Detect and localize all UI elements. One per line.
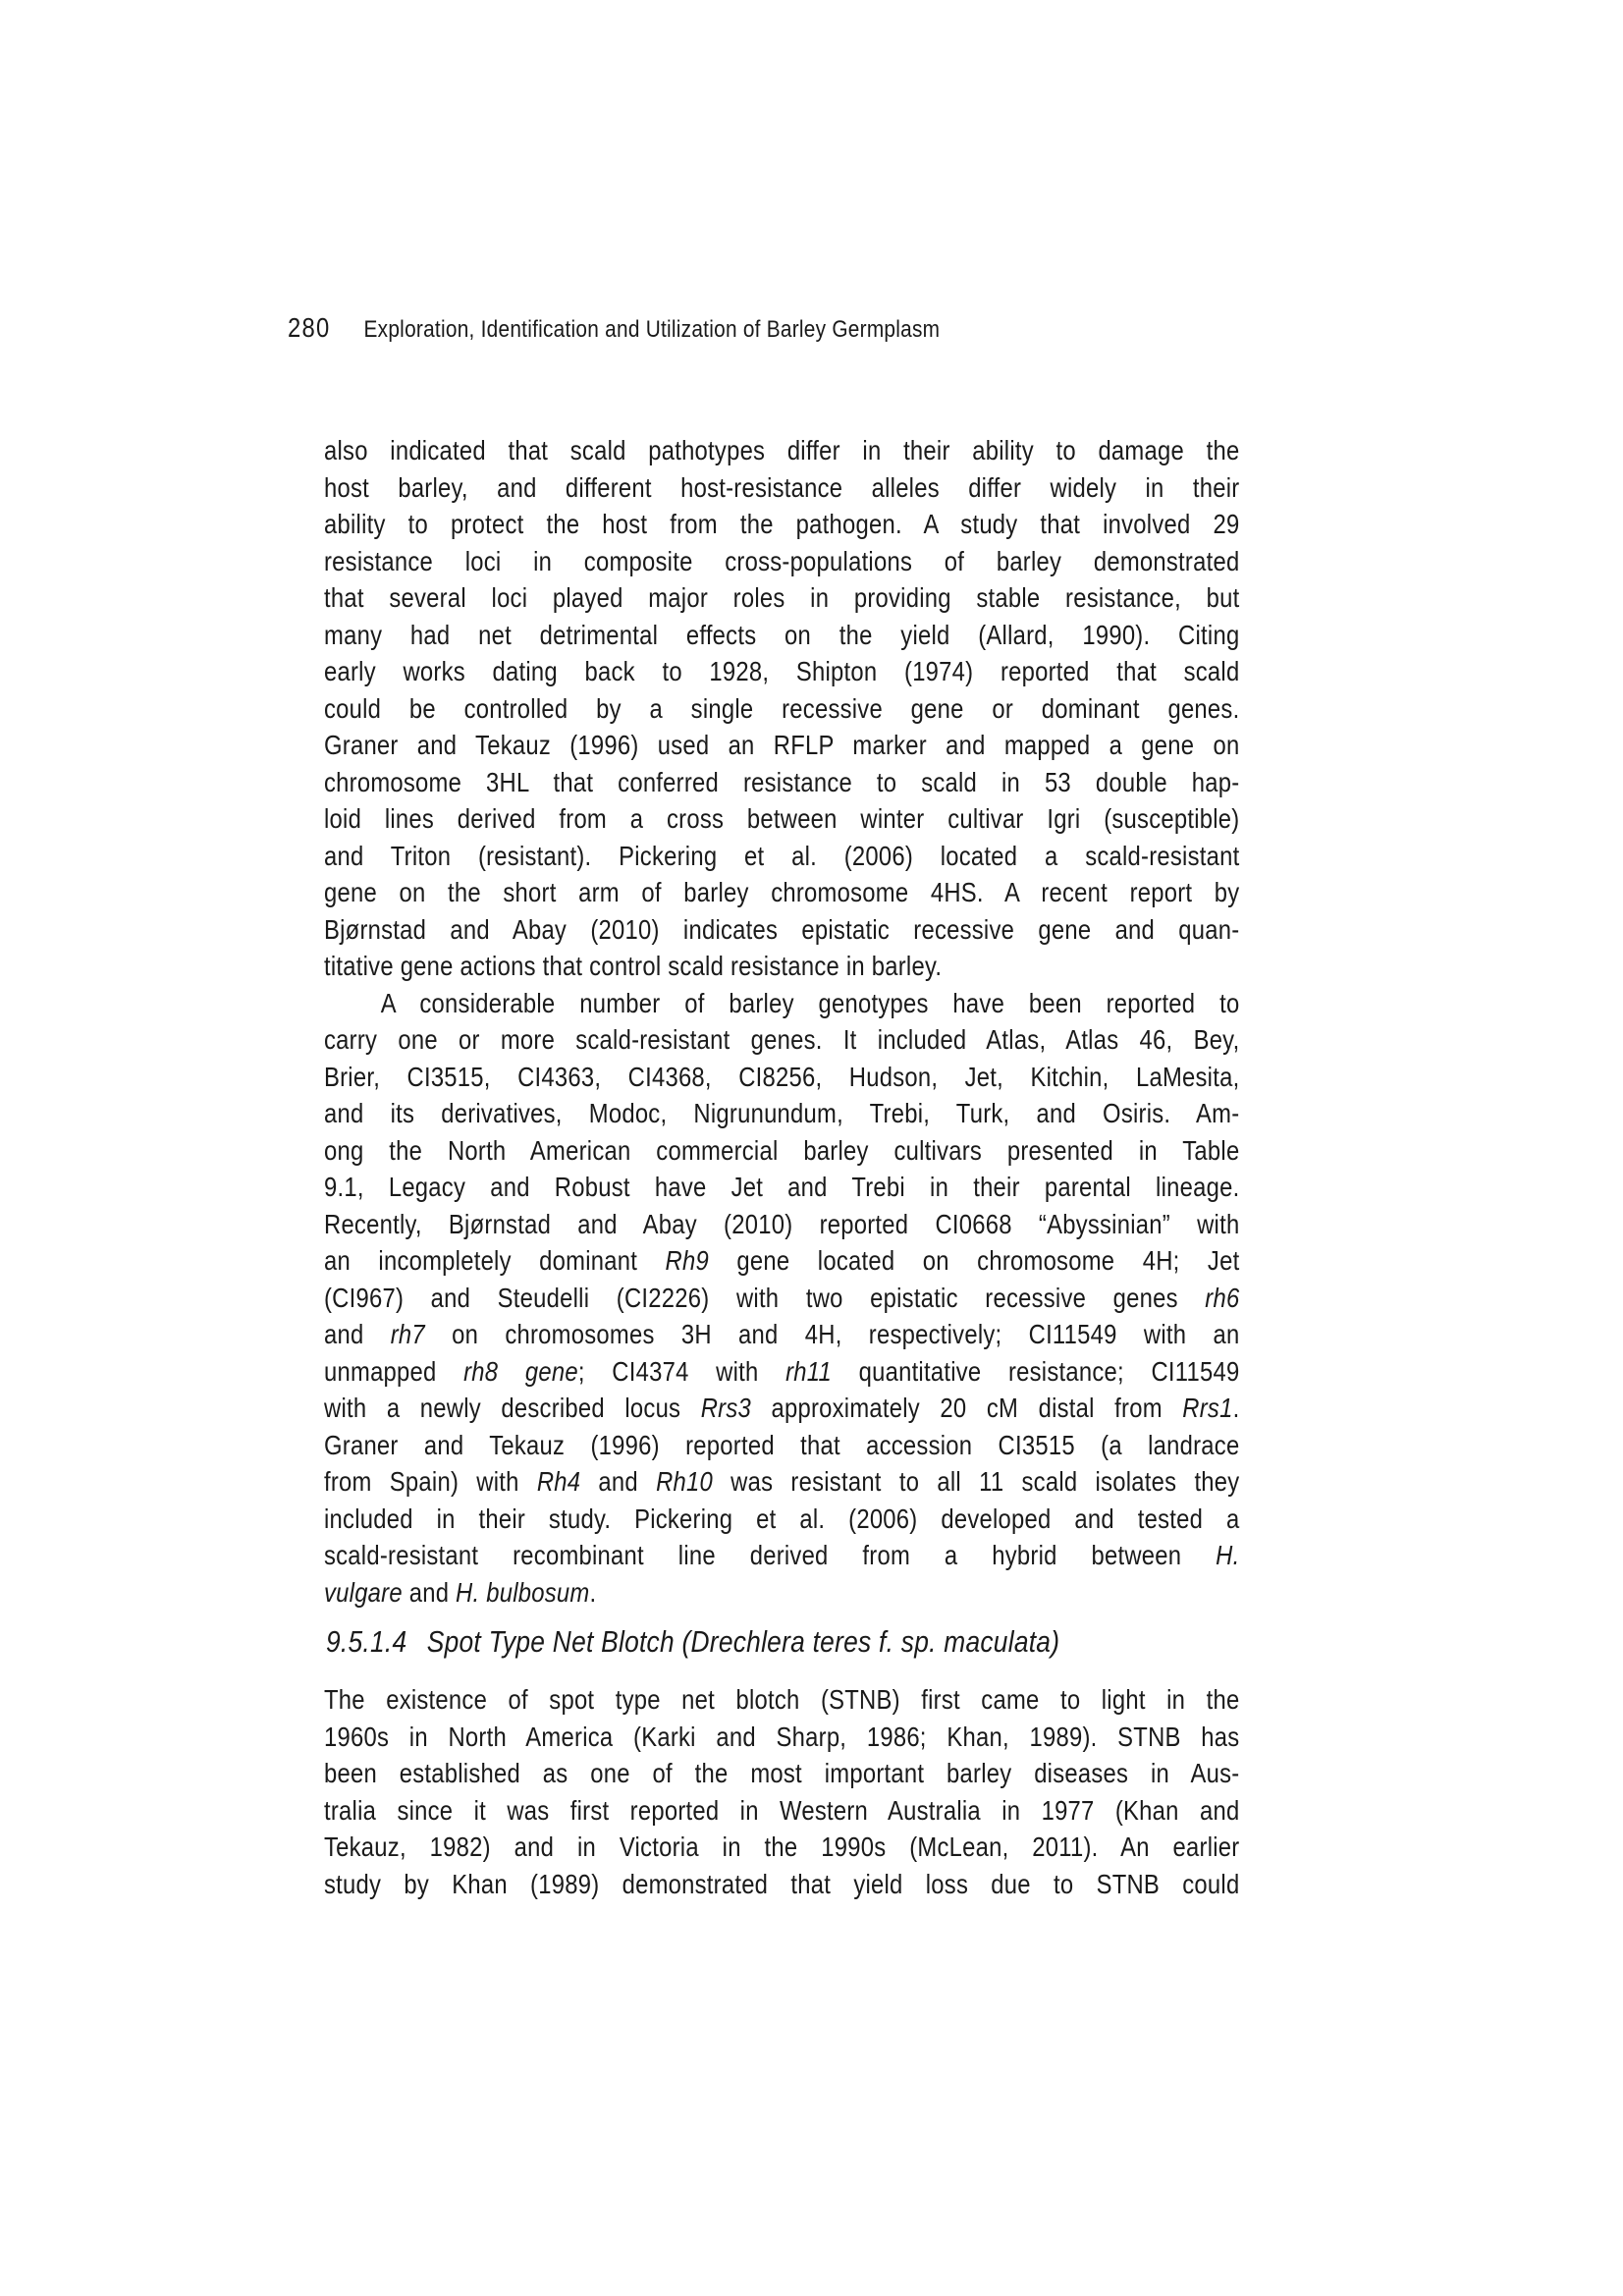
text-line: resistance loci in composite cross-populations of barley demonstrated	[324, 545, 1240, 576]
text-line: also indicated that scald pathotypes differ in their ability to damage the	[324, 435, 1240, 465]
text-line: Graner and Tekauz (1996) reported that accession CI3515 (a landrace	[324, 1429, 1240, 1460]
text-line: Bjørnstad and Abay (2010) indicates epistatic recessive gene and quan-	[324, 913, 1240, 945]
text-line: Tekauz, 1982) and in Victoria in the 1990s (McLean, 2011). An earlier	[324, 1831, 1240, 1862]
text-line: and rh7 on chromosomes 3H and 4H, respectively; CI11549 with an	[324, 1319, 1240, 1349]
text-line: scald-resistant recombinant line derived from a hybrid between H.	[324, 1540, 1240, 1570]
text-line: (CI967) and Steudelli (CI2226) with two epistatic recessive genes rh6	[324, 1282, 1240, 1313]
section-heading-number: 9.5.1.4	[326, 1624, 407, 1659]
text-line: an incompletely dominant Rh9 gene located on chromosome 4H; Jet	[324, 1245, 1240, 1276]
text-line: gene on the short arm of barley chromosome 4HS. A recent report by	[324, 877, 1240, 907]
text-line: many had net detrimental effects on the yield (Allard, 1990). Citing	[324, 619, 1240, 650]
text-line: 1960s in North America (Karki and Sharp, 1986; Khan, 1989). STNB has	[324, 1721, 1240, 1752]
text-line: been established as one of the most important barley diseases in Aus-	[324, 1758, 1240, 1788]
text-line: unmapped rh8 gene; CI4374 with rh11 quantitative resistance; CI11549	[324, 1355, 1240, 1387]
text-line: The existence of spot type net blotch (STNB) first came to light in the	[324, 1684, 1240, 1715]
text-line: titative gene actions that control scald resistance in barley.	[324, 951, 943, 981]
text-line: included in their study. Pickering et al. (2006) developed and tested a	[324, 1503, 1240, 1534]
running-title: Exploration, Identification and Utilization of Barley Germplasm	[363, 316, 941, 343]
text-line: 9.1, Legacy and Robust have Jet and Trebi in their parental lineage.	[324, 1172, 1240, 1202]
text-line: tralia since it was first reported in Western Australia in 1977 (Khan and	[324, 1794, 1240, 1826]
text-line: study by Khan (1989) demonstrated that yield loss due to STNB could	[324, 1868, 1240, 1899]
paragraph-scald-resistance	[324, 432, 1239, 985]
body-block-upper	[324, 432, 1239, 1611]
section-heading-title: Spot Type Net Blotch (Drechlera teres f. sp. maculata)	[426, 1624, 1060, 1659]
text-line: could be controlled by a single recessive gene or dominant genes.	[324, 692, 1240, 724]
body-block-lower	[324, 1681, 1239, 1902]
paragraph-stnb	[324, 1681, 1239, 1902]
text-line: chromosome 3HL that conferred resistance to scald in 53 double hap-	[324, 766, 1240, 797]
text-line: ability to protect the host from the pathogen. A study that involved 29	[324, 509, 1240, 539]
section-heading	[326, 1623, 1241, 1661]
text-line: from Spain) with Rh4 and Rh10 was resistant to all 11 scald isolates they	[324, 1466, 1240, 1497]
text-line: and Triton (resistant). Pickering et al. (2006) located a scald-resistant	[324, 840, 1240, 871]
text-line: Recently, Bjørnstad and Abay (2010) reported CI0668 “Abyssinian” with	[324, 1208, 1240, 1239]
text-line: with a newly described locus Rrs3 approximately 20 cM distal from Rrs1.	[324, 1393, 1240, 1423]
paragraph-scald-genotypes	[324, 985, 1239, 1612]
running-header	[288, 312, 1289, 344]
text-line: host barley, and different host-resistance alleles differ widely in their	[324, 471, 1240, 503]
text-line: Graner and Tekauz (1996) used an RFLP marker and mapped a gene on	[324, 730, 1240, 760]
text-line: early works dating back to 1928, Shipton (1974) reported that scald	[324, 656, 1240, 686]
text-line: and its derivatives, Modoc, Nigrunundum, Trebi, Turk, and Osiris. Am-	[324, 1098, 1240, 1128]
text-line: Brier, CI3515, CI4363, CI4368, CI8256, Hudson, Jet, Kitchin, LaMesita,	[324, 1061, 1240, 1092]
text-line: ong the North American commercial barley cultivars presented in Table	[324, 1134, 1240, 1166]
text-line: vulgare and H. bulbosum.	[324, 1576, 597, 1608]
page-number: 280	[288, 312, 331, 343]
text-line: that several loci played major roles in providing stable resistance, but	[324, 582, 1240, 613]
text-line: A considerable number of barley genotypes have been reported to	[380, 987, 1240, 1018]
text-line: loid lines derived from a cross between winter cultivar Igri (susceptible)	[324, 803, 1240, 834]
text-line: carry one or more scald-resistant genes. It included Atlas, Atlas 46, Bey,	[324, 1024, 1240, 1055]
